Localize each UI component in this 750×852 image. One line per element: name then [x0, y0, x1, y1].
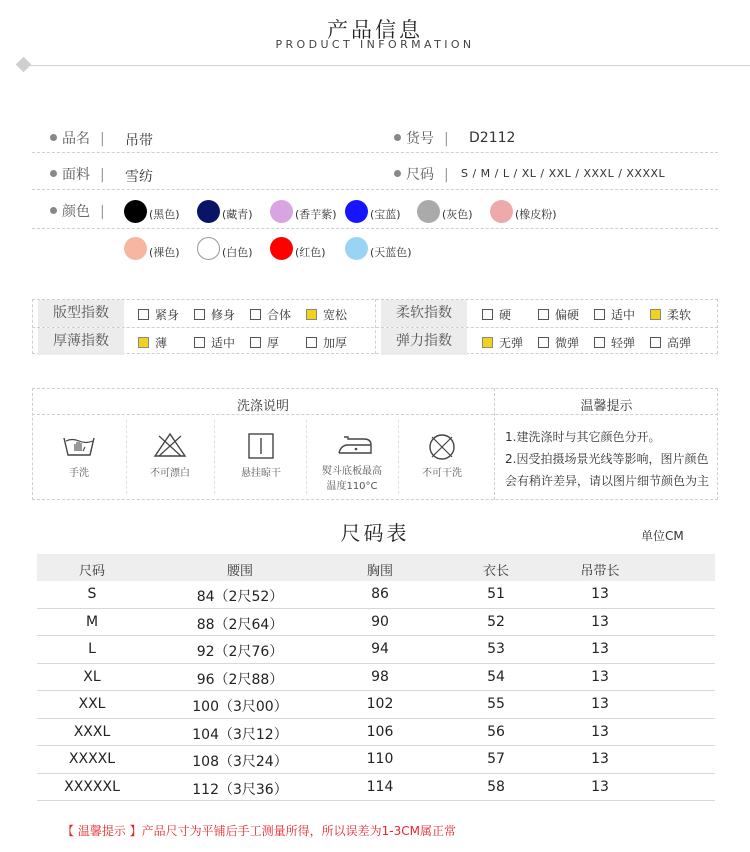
- table-cell: 13: [591, 641, 609, 657]
- care-label: 手洗: [69, 468, 89, 479]
- row-divider: [37, 800, 715, 801]
- table-cell: 13: [591, 613, 609, 630]
- table-cell: 58: [487, 778, 505, 795]
- color-swatch[interactable]: [124, 237, 147, 260]
- table-cell: 13: [591, 778, 609, 795]
- care-label: 不可干洗: [422, 468, 462, 479]
- table-cell: 56: [487, 723, 505, 740]
- tip-line: 1.建洗涤时与其它颜色分开。: [505, 430, 661, 444]
- table-cell: 106: [366, 723, 394, 740]
- name-label: 品名 |: [50, 128, 105, 148]
- row-divider: [37, 663, 715, 664]
- table-cell: 13: [591, 723, 609, 740]
- table-cell: 112（3尺36）: [192, 781, 288, 798]
- table-cell: 53: [487, 641, 505, 657]
- care-divider: [32, 414, 718, 415]
- color-name: (裸色): [149, 246, 180, 259]
- thickness-option[interactable]: 加厚: [306, 334, 347, 351]
- size-table-title: 尺码表: [340, 521, 410, 545]
- size-label: 尺码 |: [394, 164, 449, 184]
- table-cell: 54: [487, 668, 505, 685]
- table-cell: 88（2尺64）: [196, 616, 284, 633]
- color-name: (白色): [222, 246, 253, 259]
- table-cell: 13: [591, 586, 609, 602]
- color-swatch[interactable]: [270, 237, 293, 260]
- color-swatch[interactable]: [345, 200, 368, 223]
- thickness-option[interactable]: 薄: [138, 334, 167, 351]
- care-separator: [398, 420, 399, 494]
- checkbox-checked-icon: [482, 337, 493, 348]
- table-cell: 13: [591, 696, 609, 712]
- page-title: 产品信息: [327, 18, 423, 42]
- column-header: 胸围: [366, 564, 393, 579]
- iron-icon: [336, 434, 374, 456]
- color-name: (灰色): [442, 208, 473, 221]
- no-bleach-icon: [153, 432, 187, 458]
- size-table-unit: 单位CM: [641, 529, 684, 543]
- header-divider: [26, 65, 750, 66]
- table-cell: 86: [371, 586, 389, 602]
- color-name: (天蓝色): [370, 246, 412, 259]
- table-cell: XXL: [78, 696, 106, 712]
- table-cell: 114: [366, 778, 394, 795]
- hand-wash-icon: [62, 432, 96, 458]
- checkbox-icon: [138, 309, 149, 320]
- row-divider: [37, 608, 715, 609]
- color-name: (红色): [295, 246, 326, 259]
- size-value: S / M / L / XL / XXL / XXXL / XXXXL: [461, 167, 666, 180]
- softness-option[interactable]: 偏硬: [538, 306, 579, 323]
- table-cell: 84（2尺52）: [196, 589, 284, 605]
- info-divider: [32, 189, 718, 190]
- fit-option[interactable]: 修身: [194, 306, 235, 323]
- checkbox-icon: [650, 337, 661, 348]
- checkbox-icon: [538, 309, 549, 320]
- index-divider: [375, 299, 376, 354]
- elasticity-option[interactable]: 轻弹: [594, 334, 635, 351]
- table-cell: 57: [487, 751, 505, 767]
- table-cell: 13: [591, 751, 609, 767]
- tip-line: 2.因受拍摄场景光线等影响，图片颜色: [505, 452, 709, 466]
- color-swatch[interactable]: [197, 200, 220, 223]
- no-dry-clean-icon: [427, 432, 457, 462]
- color-swatch[interactable]: [490, 200, 513, 223]
- elasticity-option[interactable]: 微弹: [538, 334, 579, 351]
- table-cell: 96（2尺88）: [196, 671, 284, 688]
- elasticity-option[interactable]: 高弹: [650, 334, 691, 351]
- checkbox-checked-icon: [306, 309, 317, 320]
- table-cell: 104（3尺12）: [192, 726, 288, 743]
- color-name: (橡皮粉): [515, 208, 557, 221]
- care-separator: [214, 420, 215, 494]
- color-swatch[interactable]: [197, 237, 220, 260]
- sku-label: 货号 |: [394, 128, 449, 148]
- table-cell: 108（3尺24）: [192, 754, 288, 770]
- page-subtitle: PRODUCT INFORMATION: [275, 38, 475, 51]
- fabric-label: 面料 |: [50, 164, 105, 184]
- checkbox-checked-icon: [138, 337, 149, 348]
- checkbox-icon: [538, 337, 549, 348]
- checkbox-icon: [594, 309, 605, 320]
- checkbox-checked-icon: [650, 309, 661, 320]
- care-separator: [126, 420, 127, 494]
- color-swatch[interactable]: [417, 200, 440, 223]
- tip-line: 会有稍许差异，请以图片细节颜色为主: [505, 474, 710, 488]
- care-label: 熨斗底板最高 温度110°C: [322, 466, 382, 492]
- table-cell: 90: [371, 613, 389, 630]
- table-cell: 55: [487, 696, 505, 712]
- table-cell: 98: [371, 668, 389, 685]
- table-cell: XXXL: [73, 723, 111, 740]
- name-value: 吊带: [125, 133, 153, 149]
- row-divider: [37, 773, 715, 774]
- table-cell: XL: [83, 668, 101, 685]
- elasticity-option[interactable]: 无弹: [482, 334, 523, 351]
- thickness-option[interactable]: 适中: [194, 334, 235, 351]
- column-header: 尺码: [78, 564, 105, 579]
- row-divider: [37, 718, 715, 719]
- checkbox-icon: [306, 337, 317, 348]
- column-header: 腰围: [226, 564, 253, 579]
- table-cell: 13: [591, 668, 609, 685]
- fit-option[interactable]: 合体: [250, 306, 291, 323]
- hang-dry-icon: [247, 432, 275, 460]
- info-divider: [32, 228, 718, 229]
- footer-note: 【 温馨提示 】产品尺寸为平铺后手工测量所得，所以误差为1-3CM属正常: [62, 824, 456, 838]
- diamond-icon: [16, 57, 32, 73]
- table-cell: 92（2尺76）: [196, 644, 284, 660]
- color-name: (藏青): [222, 208, 253, 221]
- row-divider: [37, 690, 715, 691]
- thickness-option[interactable]: 厚: [250, 334, 279, 351]
- row-divider: [37, 745, 715, 746]
- sku-value: D2112: [469, 130, 516, 146]
- softness-option[interactable]: 适中: [594, 306, 635, 323]
- color-swatch[interactable]: [124, 200, 147, 223]
- color-name: (香芋紫): [295, 208, 337, 221]
- care-label: 不可漂白: [150, 468, 190, 479]
- thickness-index-label: 厚薄指数: [38, 328, 124, 355]
- column-header: 吊带长: [580, 564, 620, 579]
- color-swatch[interactable]: [270, 200, 293, 223]
- info-divider: [32, 152, 718, 153]
- column-header: 衣长: [482, 564, 509, 579]
- checkbox-icon: [250, 309, 261, 320]
- care-label: 悬挂晾干: [241, 468, 281, 479]
- checkbox-icon: [194, 337, 205, 348]
- color-label: 颜色 |: [50, 201, 105, 221]
- checkbox-icon: [194, 309, 205, 320]
- tips-title: 温馨提示: [580, 399, 633, 414]
- color-name: (宝蓝): [370, 208, 401, 221]
- table-cell: 102: [366, 696, 394, 712]
- fabric-value: 雪纺: [125, 169, 153, 185]
- checkbox-icon: [250, 337, 261, 348]
- table-cell: 100（3尺00）: [192, 699, 288, 715]
- table-cell: XXXXL: [68, 751, 116, 767]
- fit-option[interactable]: 紧身: [138, 306, 179, 323]
- table-cell: M: [85, 613, 99, 630]
- checkbox-icon: [482, 309, 493, 320]
- table-cell: 51: [487, 586, 505, 602]
- checkbox-icon: [594, 337, 605, 348]
- row-divider: [37, 635, 715, 636]
- softness-option[interactable]: 硬: [482, 306, 511, 323]
- table-cell: 94: [371, 641, 389, 657]
- table-cell: 110: [366, 751, 394, 767]
- softness-option[interactable]: 柔软: [650, 306, 691, 323]
- elasticity-index-label: 弹力指数: [381, 328, 467, 355]
- color-swatch[interactable]: [345, 237, 368, 260]
- softness-index-label: 柔软指数: [381, 300, 467, 327]
- fit-index-label: 版型指数: [38, 300, 124, 327]
- table-cell: L: [88, 641, 96, 657]
- color-name: (黑色): [149, 208, 180, 221]
- table-cell: XXXXXL: [64, 778, 120, 795]
- table-cell: S: [87, 586, 97, 602]
- care-title: 洗涤说明: [236, 399, 289, 414]
- fit-option[interactable]: 宽松: [306, 306, 347, 323]
- table-cell: 52: [487, 613, 505, 630]
- care-separator: [306, 420, 307, 494]
